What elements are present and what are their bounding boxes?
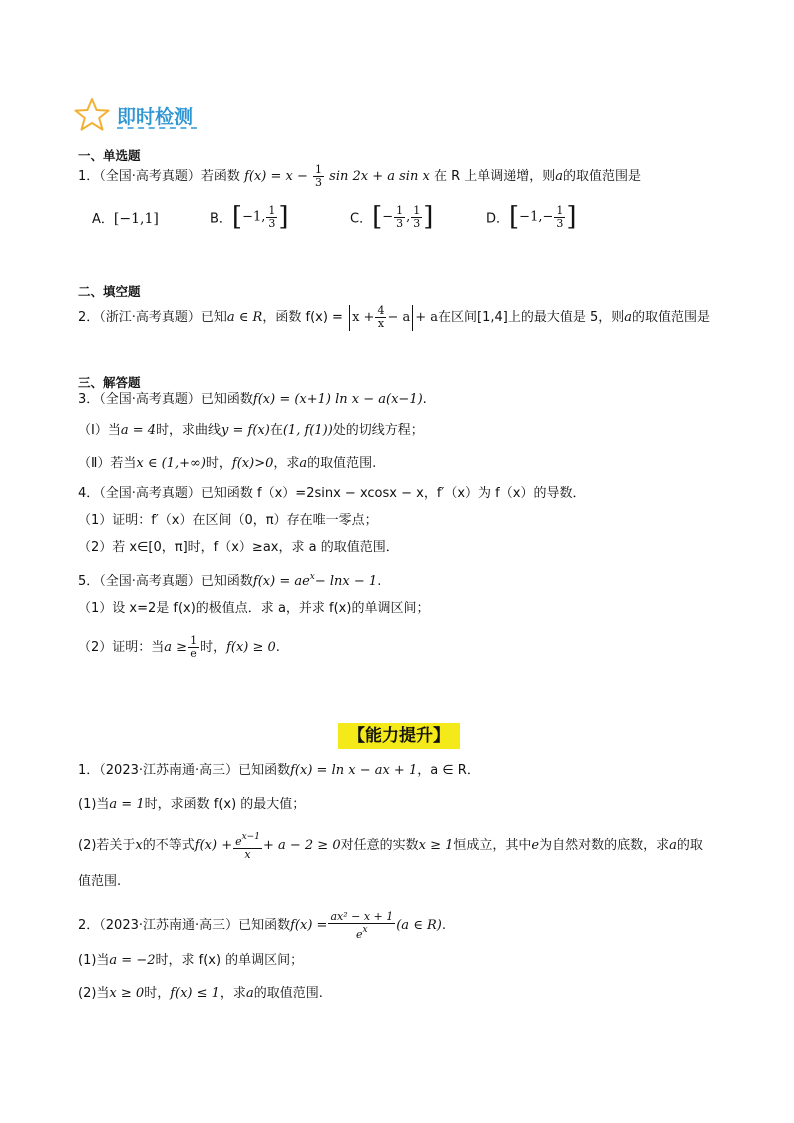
q-text: 在 R 上单调递增，则 xyxy=(433,169,556,184)
option-b[interactable]: B．[−1, $\frac{1}{3}$ ] xyxy=(210,202,289,232)
ability-question-1-part-1: (1)当a = 1时，求函数 f(x) 的最大值； xyxy=(78,797,306,812)
star-icon xyxy=(73,96,111,134)
q-source: （全国·高考真题）若函数 xyxy=(99,169,240,184)
formula-rest: sin 2x + a sin x xyxy=(329,169,430,184)
question-2: 2．（浙江·高考真题）已知a ∈ R，函数 f(x) = x + $\frac{4}{x}$ − a + a在区间[1,4]上的最大值是 5，则a的取值范围是 xyxy=(78,304,711,330)
section-fill-blank: 二、填空题 xyxy=(78,284,141,299)
ability-question-1-part-2-cont: 值范围. xyxy=(78,874,122,889)
question-4-part-1: （1）证明：f′（x）在区间（0，π）存在唯一零点； xyxy=(78,513,378,528)
ability-title: 【能力提升】 xyxy=(338,723,460,749)
q-number: 1． xyxy=(78,169,100,184)
ability-question-1: 1．（2023·江苏南通·高三）已知函数f(x) = ln x − ax + 1，a ∈ R． xyxy=(78,763,480,778)
question-4: 4．（全国·高考真题）已知函数 f（x）=2sinx − xcosx − x，f′（x）为 f（x）的导数． xyxy=(78,486,586,501)
ability-question-2: 2．（2023·江苏南通·高三）已知函数f(x) = $\frac{\text{ax² − x + 1}}{e^x}$ (a ∈ R). xyxy=(78,909,446,941)
ability-question-2-part-2: (2)当x ≥ 0时，f(x) ≤ 1，求a的取值范围. xyxy=(78,986,323,1001)
section-title: 即时检测 xyxy=(117,107,194,128)
question-5-part-2: （2）证明：当a ≥ $\frac{1}{e}$ 时，f(x) ≥ 0. xyxy=(78,634,280,660)
option-d[interactable]: D．[−1,− $\frac{1}{3}$ ] xyxy=(486,202,577,232)
title-underline xyxy=(117,127,197,129)
question-3: 3．（全国·高考真题）已知函数f(x) = (x+1) ln x − a(x−1). xyxy=(78,392,427,407)
section-single-choice: 一、单选题 xyxy=(78,148,141,163)
ability-question-1-part-2: (2)若关于x的不等式f(x) + $\frac{e^{x-1}}{x}$ + a − 2 ≥ 0对任意的实数x ≥ 1恒成立，其中e为自然对数的底数，求a的取 xyxy=(78,831,703,861)
option-c[interactable]: C．[− $\frac{1}{3}$ , $\frac{1}{3}$ ] xyxy=(350,202,434,232)
question-3-part-1: （I）当a = 4时，求曲线y = f(x)在(1, f(1))处的切线方程； xyxy=(78,423,424,438)
ability-question-2-part-1: (1)当a = −2时，求 f(x) 的单调区间； xyxy=(78,953,304,968)
question-5-part-1: （1）设 x=2是 f(x)的极值点．求 a，并求 f(x)的单调区间； xyxy=(78,601,430,616)
formula: f(x) = x − xyxy=(244,169,308,184)
question-1 xyxy=(78,164,641,189)
option-a[interactable]: A．[−1,1] xyxy=(92,211,159,227)
var-a: a xyxy=(555,169,564,184)
q-text-end: 的取值范围是 xyxy=(563,169,642,184)
question-4-part-2: （2）若 x∈[0，π]时，f（x）≥ax，求 a 的取值范围． xyxy=(78,540,399,555)
fraction: $\frac{1}{3}$ xyxy=(315,163,323,189)
section-answer: 三、解答题 xyxy=(78,375,141,390)
question-3-part-2: （Ⅱ）若当x ∈ (1,+∞)时，f(x)>0，求a的取值范围. xyxy=(78,456,377,471)
section-header xyxy=(73,96,213,136)
question-5: 5．（全国·高考真题）已知函数$f(x) = ae^x- \ln x - 1$. xyxy=(78,572,382,589)
